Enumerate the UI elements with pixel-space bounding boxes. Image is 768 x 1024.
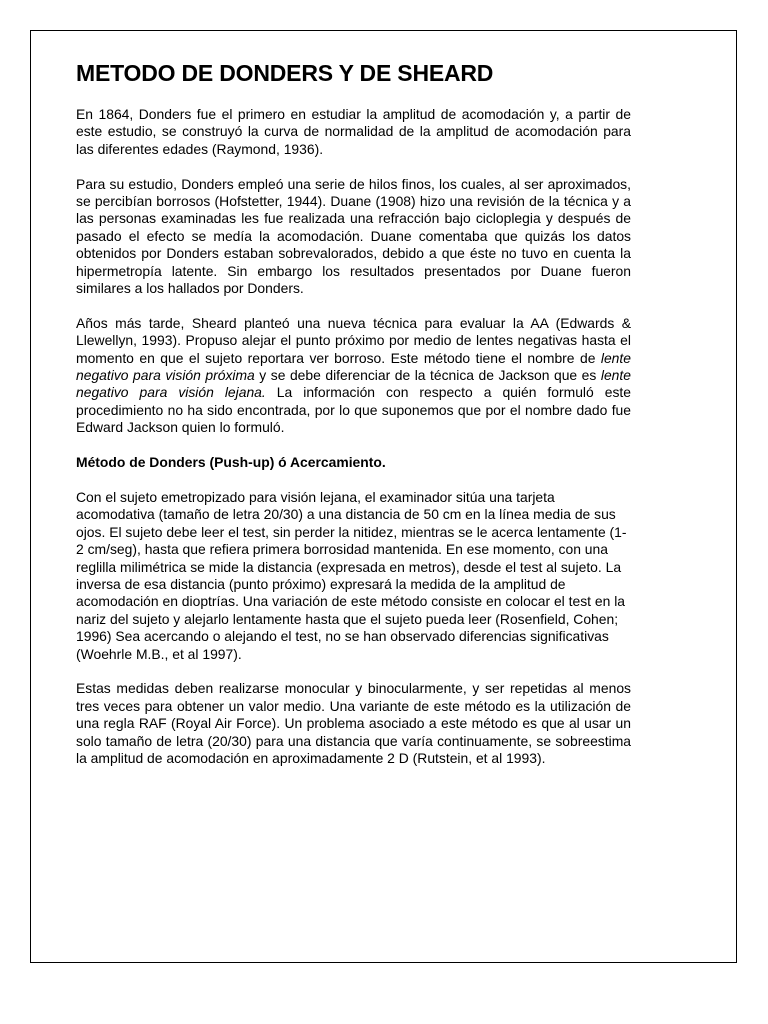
paragraph-donders-study: Para su estudio, Donders empleó una serie de hilos finos, los cuales, al ser aproximados, se percibían borrosos (Hofstetter, 1944). Duane (1908) hizo una revisión de la técnica y a las personas examinadas les fue realizada una refracción bajo cicloplegia y después de pasado el efecto se medía la acomodación. Duane comentaba que quizás los datos obtenidos por Donders estaban sobrevalorados, debido a que éste no tuvo en cuenta la hipermetropía latente. Sin embargo los resultados presentados por Duane fueron similares a los hallados por Donders. (76, 175, 631, 297)
paragraph-measurements: Estas medidas deben realizarse monocular y binocularmente, y ser repetidas al menos tres veces para obtener un valor medio. Una variante de este método es la utilización de una regla RAF (Royal Air Force). Un problema asociado a este método es que al usar un solo tamaño de letra (20/30) para una distancia que varía continuamente, se sobreestima la amplitud de acomodación en aproximadamente 2 D (Rutstein, et al 1993). (76, 680, 631, 766)
paragraph-intro: En 1864, Donders fue el primero en estudiar la amplitud de acomodación y, a partir de este estudio, se construyó la curva de normalidad de la amplitud de acomodación para las diferentes edades (Raymond, 1936). (76, 106, 631, 157)
paragraph-method: Con el sujeto emetropizado para visión lejana, el examinador sitúa una tarjeta acomodativa (tamaño de letra 20/30) a una distancia de 50 cm en la línea media de sus ojos. El sujeto debe leer el test, sin perder la nitidez, mientras se le acerca lentamente (1- 2 cm/seg), hasta que refiera primera borrosidad mantenida. En ese momento, con una reglilla milimétrica se mide la distancia (expresada en metros), desde el test al sujeto. La inversa de esa distancia (punto próximo) expresará la medida de la amplitud de acomodación en dioptrías. Una variación de este método consiste en colocar el test en la nariz del sujeto y alejarlo lentamente hasta que el sujeto pueda leer (Rosenfield, Cohen; 1996) Sea acercando o alejando el test, no se han observado diferencias significativas (Woehrle M.B., et al 1997). (76, 488, 627, 662)
paragraph-sheard-italic-1: lente negativo para visión próxima (76, 349, 631, 384)
paragraph-sheard-text-3: La información con respecto a quién formuló este procedimiento no ha sido encontrada, por lo que suponemos que por el nombre dado fue Edward Jackson quien lo formuló. (76, 384, 632, 436)
section-subheading: Método de Donders (Push-up) ó Acercamiento. (76, 454, 386, 471)
document-title: METODO DE DONDERS Y DE SHEARD (76, 60, 494, 86)
paragraph-sheard (76, 315, 631, 437)
document-body (76, 60, 631, 785)
paragraph-sheard-text-2: y se debe diferenciar de la técnica de Jackson que es (254, 367, 601, 384)
paragraph-sheard-text-1: Años más tarde, Sheard planteó una nueva técnica para evaluar la AA (Edwards & Llewellyn, 1993). Propuso alejar el punto próximo por medio de lentes negativas hasta el momento en que el sujeto reportara ver borroso. Este método tiene el nombre de (76, 314, 631, 366)
paragraph-sheard-italic-2: lente negativo para visión lejana. (76, 367, 631, 401)
